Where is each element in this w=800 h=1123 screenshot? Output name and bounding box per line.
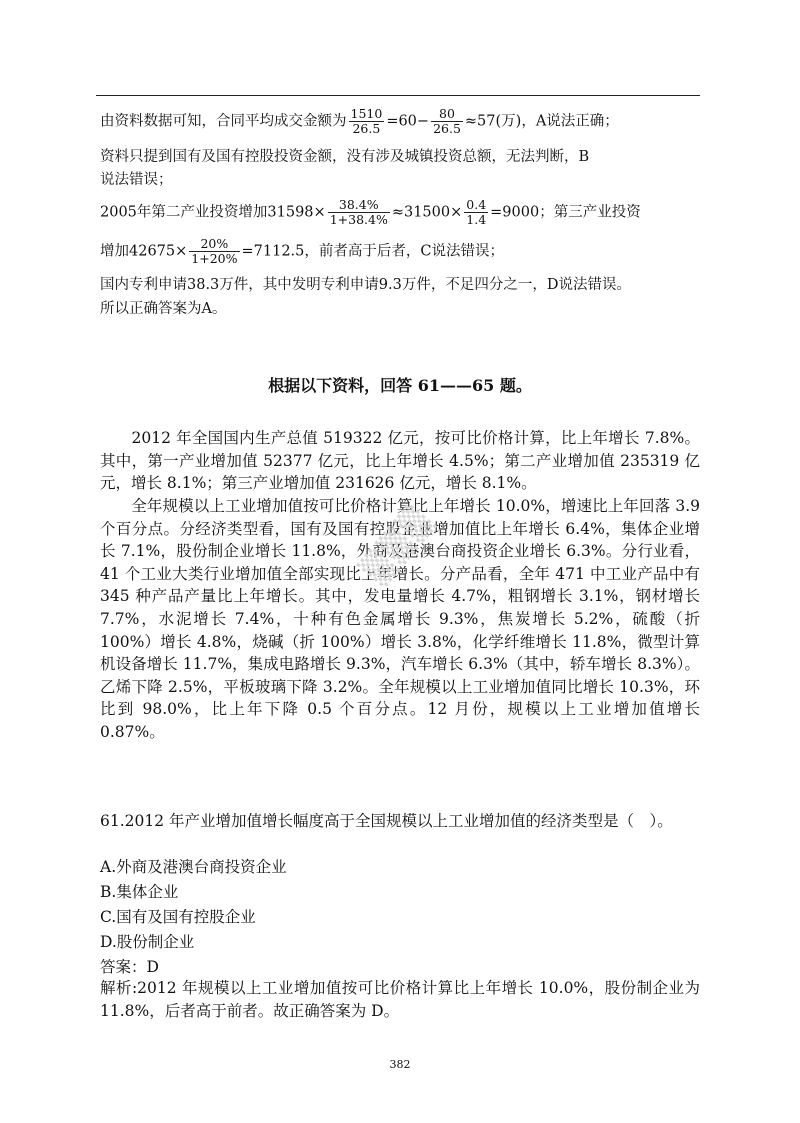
fraction-numerator: 1510 bbox=[350, 106, 383, 121]
solution-text: 由资料数据可知，合同平均成交金额为 bbox=[100, 113, 347, 130]
solution-text: 增加42675× bbox=[100, 243, 188, 260]
fraction-denominator: 1+20% bbox=[191, 251, 238, 266]
fraction-numerator: 20% bbox=[189, 237, 239, 252]
watermark: ▒▒▒ bbox=[355, 498, 441, 590]
section-heading: 根据以下资料，回答 61——65 题。 bbox=[268, 376, 532, 395]
question-stem: 61.2012 年产业增加值增长幅度高于全国规模以上工业增加值的经济类型是（ ）。 bbox=[100, 812, 673, 830]
page-number: 382 bbox=[389, 1058, 411, 1071]
solution-line-6: 国内专利申请38.3万件，其中发明专利申请9.3万件，不足四分之一，D说法错误。 bbox=[100, 277, 631, 293]
solution-line-7: 所以正确答案为A。 bbox=[100, 301, 227, 317]
header-rule bbox=[96, 95, 700, 96]
fraction bbox=[349, 107, 385, 136]
solution-text: =60− bbox=[386, 113, 430, 130]
fraction-denominator: 26.5 bbox=[352, 121, 381, 136]
solution-line-3: 说法错误； bbox=[100, 172, 173, 188]
solution-line-5 bbox=[100, 237, 700, 266]
solution-text: 2005年第二产业投资增加31598× bbox=[100, 204, 326, 221]
solution-text: ≈31500× bbox=[391, 204, 463, 221]
solution-line-4 bbox=[100, 198, 700, 227]
option-c: C.国有及国有控股企业 bbox=[100, 908, 256, 926]
option-a: A.外商及港澳台商投资企业 bbox=[100, 858, 287, 876]
analysis-paragraph: 解析:2012 年规模以上工业增加值按可比价格计算比上年增长 10.0%，股份制企业为 11.8%，后者高于前者。故正确答案为 D。 bbox=[100, 979, 700, 1020]
solution-line-2: 资料只提到国有及国有控股投资金额，没有涉及城镇投资总额，无法判断，B bbox=[100, 149, 590, 165]
solution-text: ≈57(万)，A说法正确； bbox=[464, 113, 619, 130]
fraction bbox=[431, 107, 463, 136]
material-paragraph-1: 2012 年全国国内生产总值 519322 亿元，按可比价格计算，比上年增长 7.8%。其中，第一产业增加值 52377 亿元，比上年增长 4.5%；第二产业增加值 235319 亿元，增长 8.1%；第三产业增加值 231626 亿元，增长 8.1%。 bbox=[100, 429, 700, 493]
fraction-numerator: 38.4% bbox=[328, 198, 390, 213]
fraction-numerator: 80 bbox=[431, 107, 463, 122]
solution-text: =9000；第三产业投资 bbox=[490, 204, 641, 221]
solution-line-1 bbox=[100, 107, 700, 136]
fraction-denominator: 1+38.4% bbox=[329, 212, 388, 227]
option-b: B.集体企业 bbox=[100, 883, 179, 901]
answer-line: 答案：D bbox=[100, 958, 159, 976]
fraction-denominator: 1.4 bbox=[466, 212, 487, 227]
solution-text: =7112.5，前者高于后者，C说法错误； bbox=[241, 243, 504, 260]
option-d: D.股份制企业 bbox=[100, 933, 195, 951]
fraction-denominator: 26.5 bbox=[433, 121, 461, 136]
material-paragraph-2: 全年规模以上工业增加值按可比价格计算比上年增长 10.0%，增速比上年回落 3.9 个百分点。分经济类型看，国有及国有控股企业增加值比上年增长 6.4%，集体企业增长 7.1%，股份制企业增长 11.8%，外商及港澳台商投资企业增长 6.3%。分行业看，41 个工业大类行业增加值全部实现比上年增长。分产品看，全年 471 中工业产品中有 345 种产品产量比上年增长。其中，发电量增长 4.7%，粗钢增长 3.1%，钢材增长 7.7%，水泥增长 7.4%，十种有色金属增长 9.3%，焦炭增长 5.2%，硫酸（折 100%）增长 4.8%，烧碱（折 100%）增长 3.8%，化学纤维增长 11.8%，微型计算机设备增长 11.7%，集成电路增长 9.3%，汽车增长 6.3%（其中，轿车增长 8.3%）。乙烯下降 2.5%，平板玻璃下降 3.2%。全年规模以上工业增加值同比增长 10.3%，环比到 98.0%，比上年下降 0.5 个百分点。12 月份，规模以上工业增加值增长 0.87%。 bbox=[100, 497, 700, 741]
fraction-numerator: 0.4 bbox=[466, 197, 487, 212]
fraction bbox=[464, 198, 488, 227]
fraction bbox=[328, 198, 390, 227]
fraction bbox=[189, 237, 239, 266]
